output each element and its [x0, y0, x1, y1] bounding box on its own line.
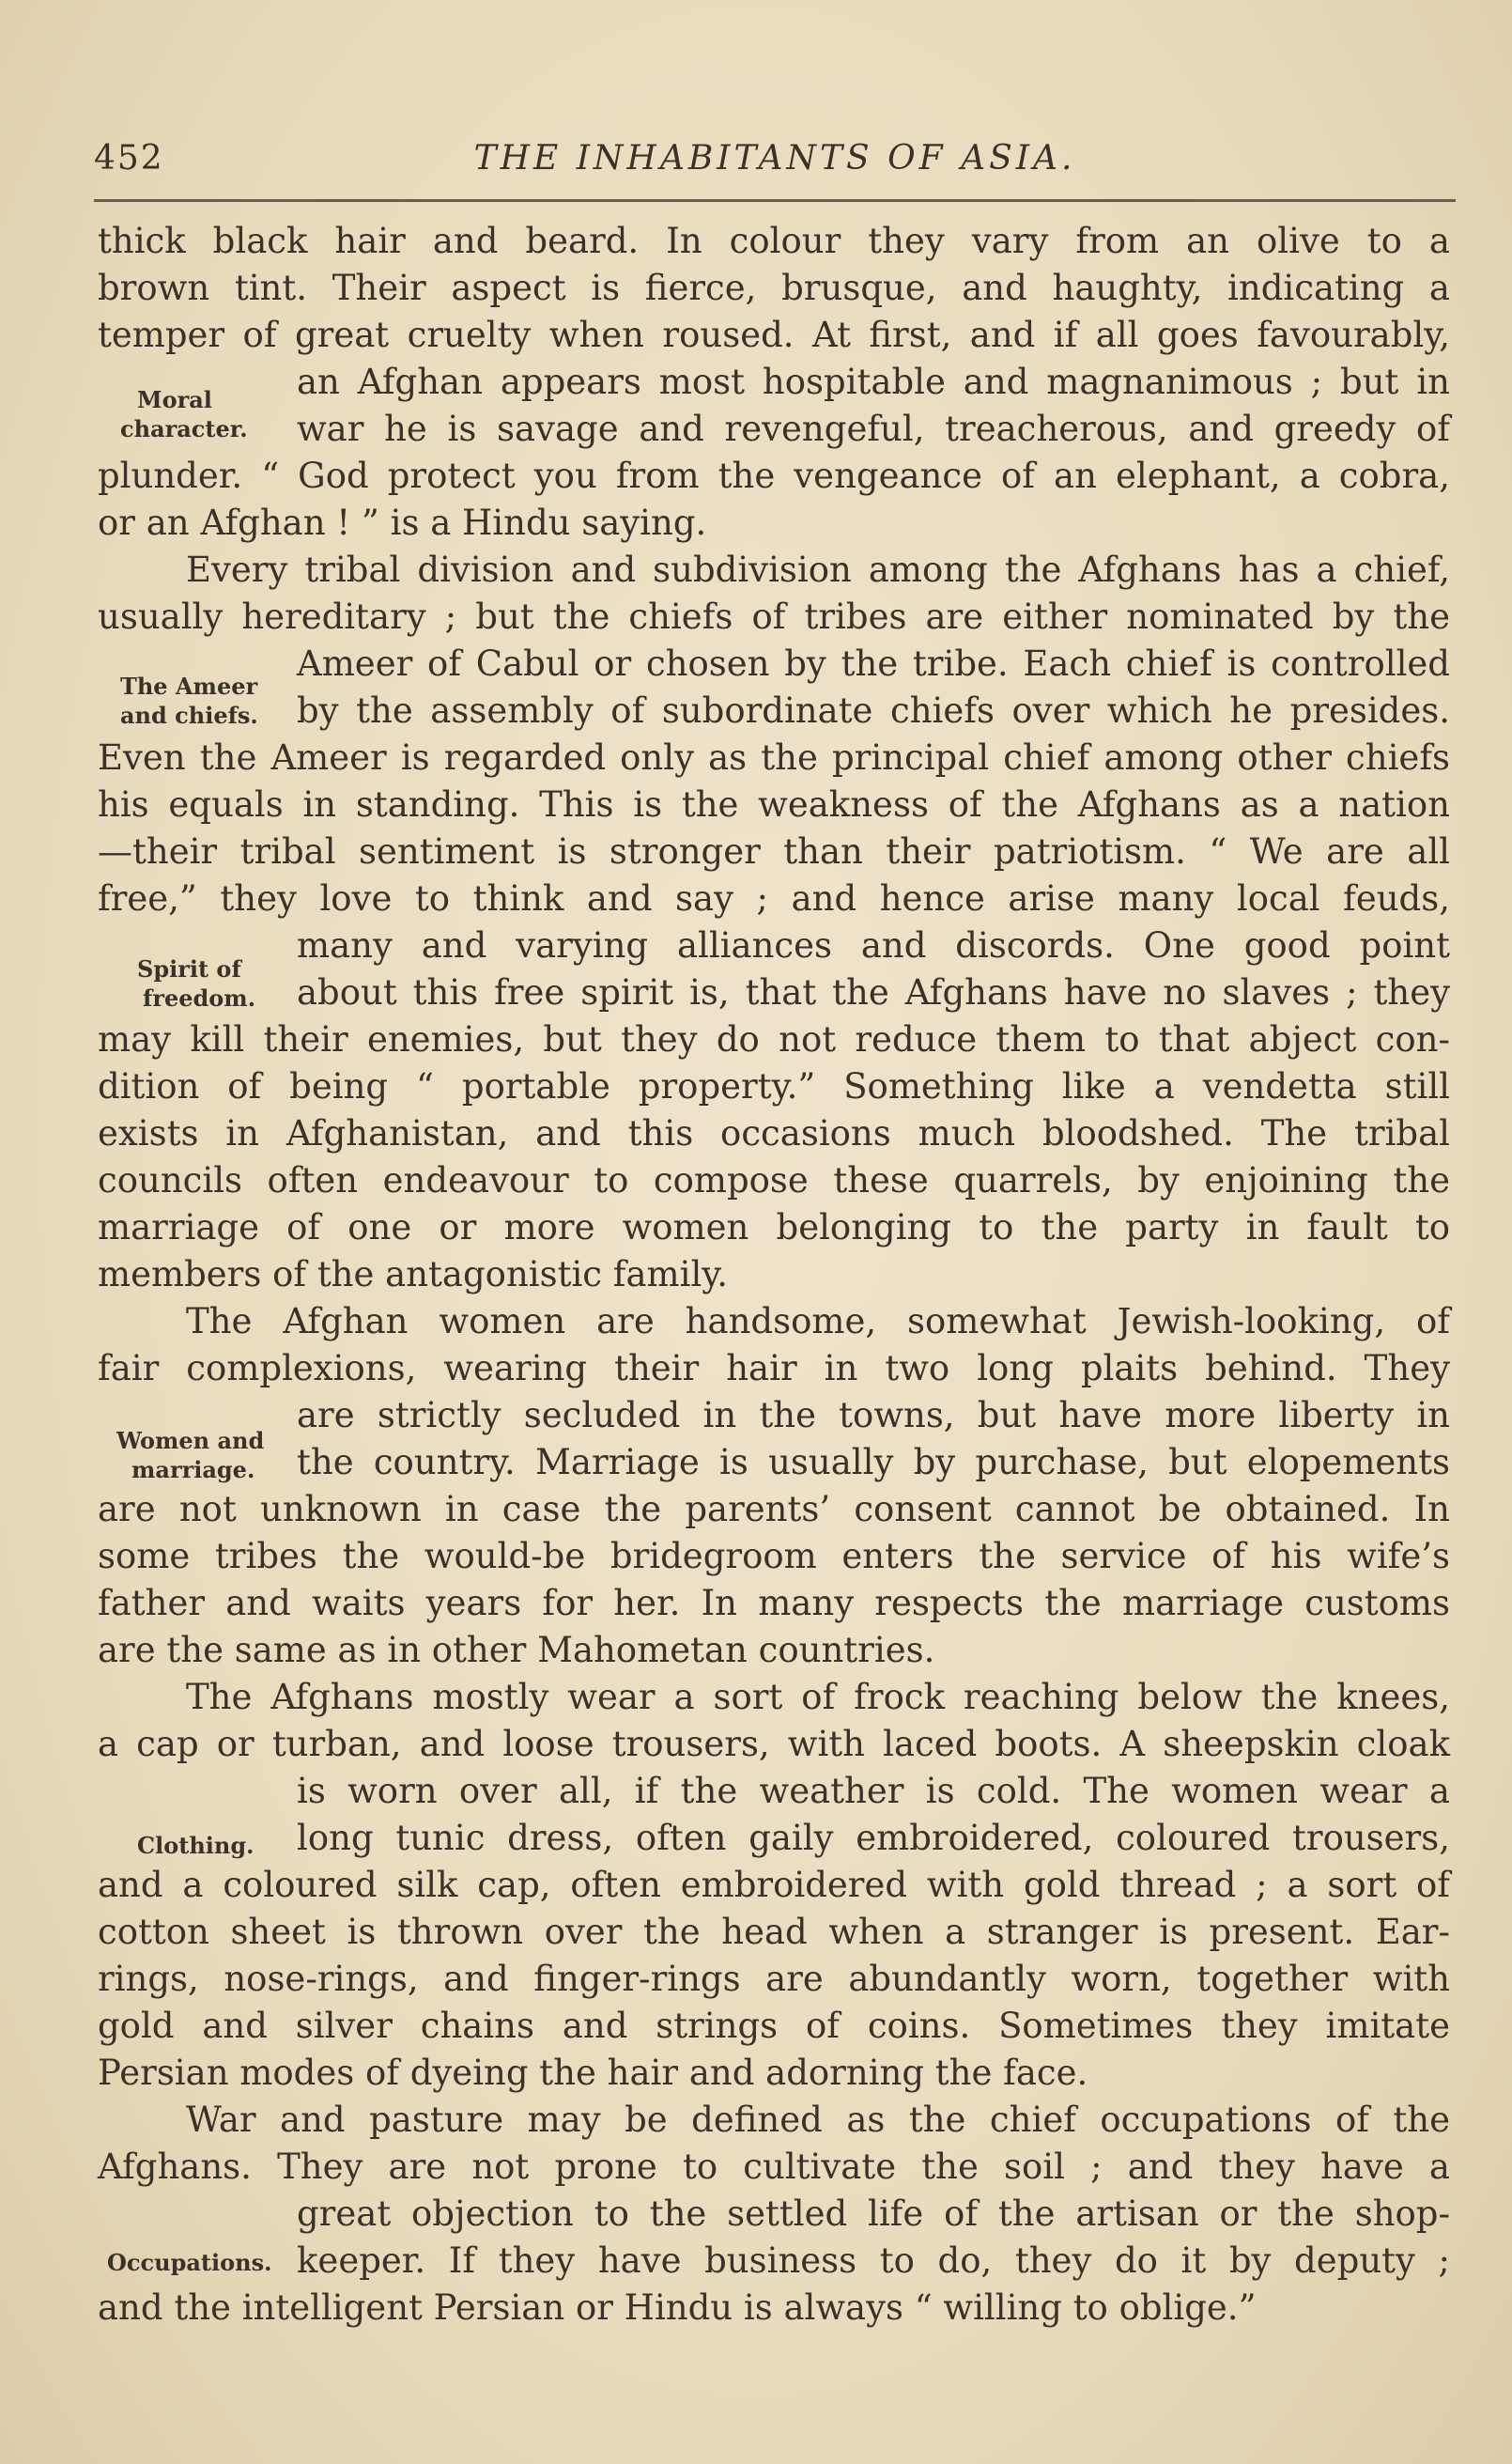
side-note-line: Spirit of [137, 955, 241, 983]
text-line: Persian modes of dyeing the hair and adorning the face. [98, 2053, 1088, 2093]
side-note-line: freedom. [143, 984, 256, 1012]
text-line: about this free spirit is, that the Afghans have no slaves ; they [297, 972, 1450, 1013]
side-note-women-marriage [98, 1417, 285, 1494]
text-line: marriage of one or more women belonging to the party in fault to [98, 1207, 1450, 1247]
text-line: great objection to the settled life of the artisan or the shop- [297, 2193, 1450, 2234]
side-note-clothing [98, 1822, 285, 1869]
text-line: usually hereditary ; but the chiefs of tribes are either nominated by the [98, 597, 1450, 637]
text-line: the country. Marriage is usually by purchase, but elopements [297, 1442, 1450, 1482]
text-line: plunder. “ God protect you from the vengeance of an elephant, a cobra, [98, 456, 1450, 496]
text-line: fair complexions, wearing their hair in two long plaits behind. They [98, 1348, 1450, 1388]
side-note-line: Clothing. [137, 1832, 255, 1859]
side-note-moral-character [98, 376, 285, 453]
text-line: Afghans. They are not prone to cultivate the soil ; and they have a [98, 2146, 1450, 2187]
text-line: temper of great cruelty when roused. At first, and if all goes favourably, [98, 315, 1450, 355]
text-line: The Afghans mostly wear a sort of frock reaching below the knees, [186, 1677, 1450, 1717]
side-note-spirit-freedom [98, 945, 285, 1022]
text-line: thick black hair and beard. In colour they vary from an olive to a [98, 221, 1450, 261]
text-line: councils often endeavour to compose these quarrels, by enjoining the [98, 1160, 1450, 1201]
text-line: and the intelligent Persian or Hindu is always “ willing to oblige.” [98, 2287, 1257, 2328]
side-note-line: and chiefs. [120, 702, 258, 729]
text-line: War and pasture may be defined as the chief occupations of the [186, 2100, 1450, 2140]
text-line: war he is savage and revengeful, treacherous, and greedy of [297, 409, 1450, 449]
text-line: long tunic dress, often gaily embroidered, coloured trousers, [297, 1818, 1450, 1858]
text-line: some tribes the would-be bridegroom enters the service of his wife’s [98, 1536, 1450, 1576]
text-line: Even the Ameer is regarded only as the principal chief among other chiefs [98, 737, 1450, 778]
running-head: THE INHABITANTS OF ASIA. [473, 139, 1076, 178]
text-line: and a coloured silk cap, often embroidered with gold thread ; a sort of [98, 1865, 1450, 1905]
text-line: by the assembly of subordinate chiefs over which he presides. [297, 690, 1450, 731]
side-note-line: The Ameer [120, 673, 258, 700]
text-line: his equals in standing. This is the weakness of the Afghans as a nation [98, 784, 1450, 825]
page-header [94, 133, 1456, 190]
text-line: a cap or turban, and loose trousers, with laced boots. A sheepskin cloak [98, 1724, 1450, 1764]
text-line: members of the antagonistic family. [98, 1254, 729, 1294]
text-line: The Afghan women are handsome, somewhat Jewish-looking, of [186, 1301, 1450, 1341]
text-line: brown tint. Their aspect is fierce, brusque, and haughty, indicating a [98, 268, 1450, 308]
text-line: many and varying alliances and discords. One good point [297, 925, 1450, 966]
text-line: is worn over all, if the weather is cold. The women wear a [297, 1771, 1450, 1811]
side-note-line: Moral [137, 386, 212, 413]
side-note-ameer-chiefs [98, 662, 285, 739]
side-note-occupations [98, 2239, 285, 2286]
text-line: keeper. If they have business to do, they do it by deputy ; [297, 2240, 1450, 2281]
side-note-line: character. [120, 415, 248, 442]
text-line: Ameer of Cabul or chosen by the tribe. Each chief is controlled [297, 643, 1450, 684]
text-line: may kill their enemies, but they do not reduce them to that abject con- [98, 1019, 1450, 1060]
body-text [98, 218, 1450, 2332]
text-line: —their tribal sentiment is stronger than their patriotism. “ We are all [98, 831, 1450, 872]
text-line: are strictly secluded in the towns, but have more liberty in [297, 1395, 1450, 1435]
text-line: father and waits years for her. In many respects the marriage customs [98, 1583, 1450, 1623]
side-note-line: Occupations. [107, 2249, 272, 2276]
text-line: are the same as in other Mahometan countries. [98, 1630, 935, 1670]
text-line: an Afghan appears most hospitable and magnanimous ; but in [297, 362, 1450, 402]
text-line: exists in Afghanistan, and this occasions much bloodshed. The tribal [98, 1113, 1450, 1154]
text-line: or an Afghan ! ” is a Hindu saying. [98, 503, 707, 543]
text-line: Every tribal division and subdivision among the Afghans has a chief, [186, 550, 1450, 590]
side-note-line: marriage. [131, 1456, 255, 1483]
side-note-line: Women and [116, 1427, 265, 1454]
text-line: dition of being “ portable property.” Something like a vendetta still [98, 1066, 1450, 1107]
text-line: cotton sheet is thrown over the head when a stranger is present. Ear- [98, 1912, 1450, 1952]
text-line: free,” they love to think and say ; and hence arise many local feuds, [98, 878, 1450, 919]
header-rule [94, 199, 1456, 202]
text-line: gold and silver chains and strings of coins. Sometimes they imitate [98, 2006, 1450, 2046]
text-line: rings, nose-rings, and finger-rings are abundantly worn, together with [98, 1959, 1450, 1999]
page-number: 452 [94, 139, 164, 178]
text-line: are not unknown in case the parents’ consent cannot be obtained. In [98, 1489, 1450, 1529]
